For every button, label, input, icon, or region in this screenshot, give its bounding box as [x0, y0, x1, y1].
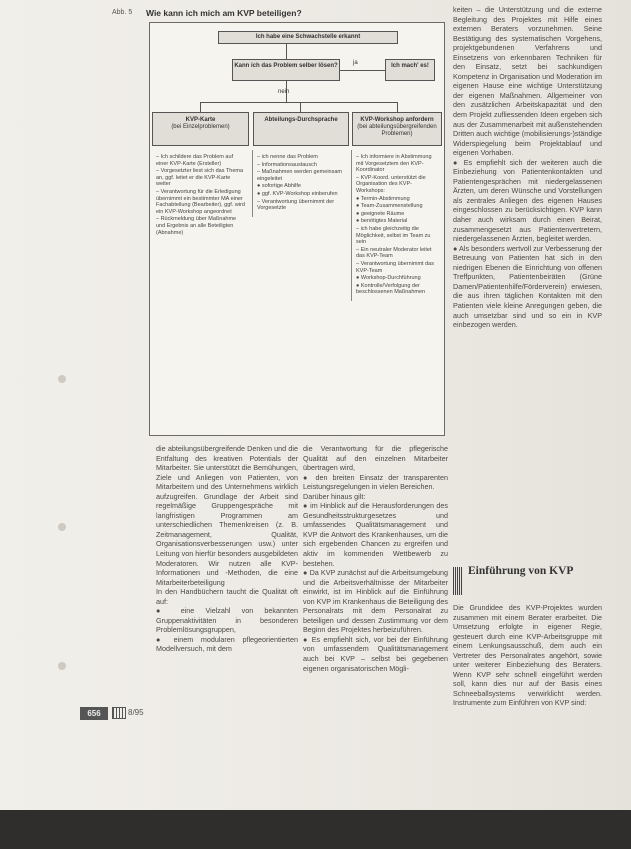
heading-marker-icon [453, 567, 463, 595]
column-item: – Verantwortung übernimmt das KVP-Team [356, 260, 434, 274]
body-column-1 [156, 444, 298, 654]
body-column-3 [453, 5, 602, 330]
connector-line [286, 44, 287, 59]
column-head-abteilungs-durchsprache [253, 112, 349, 146]
flow-yes-result-box: Ich mach' es! [385, 59, 435, 81]
column-item: ● Workshop-Durchführung [356, 275, 421, 282]
column-item: ● Termin-Abstimmung [356, 195, 410, 202]
column-head-kvp-karte [152, 112, 249, 146]
paragraph: ● Es empfiehlt sich der weiteren auch die Einbeziehung von Patientenkontakten und Patientengesprächen mit niedergelassenen Ärzten, um deren Wünsche und Vorstellungen als zentrales Anliegen des eigenen Hauses eingeschlossen zu berücksichtigen. KVP kann daher auch wirksam durch einen Beirat, zusammengesetzt aus Patientenvertretern, niedergelassenen Ärzten, begleitet werden. [453, 157, 602, 244]
no-label: nein [278, 89, 290, 95]
column-body-kvp-karte [152, 150, 249, 241]
column-item: – ich habe gleichzeitig die Möglichkeit, selbst im Team zu sein [356, 225, 431, 246]
paragraph: ● einem modularen pflegeorientierten Modellversuch, mit dem [156, 634, 298, 654]
column-item: ● geeignete Räume [356, 210, 405, 217]
column-subtitle: (bei abteilungsübergreifenden Problemen) [357, 124, 437, 137]
column-item: – Verantwortung für die Erledigung übernimmt ein bestimmter MA einer Fachabteilung (Bearbeiter), ggf. wird ein KVP-Workshop angeordnet [156, 188, 245, 215]
paragraph: die abteilungsübergreifende Denken und die Entfaltung des kreativen Potentials der Mitarbeiter. Sie unterstützt die Bemühungen, Ziele und Anliegen von Patienten, von Mitarbeitern und des Unternehmens wirklich aufzugreifen. Grundlage der Arbeit sind regelmäßige Gruppengespräche mit langfristigen Programmen am unterschiedlichen Themenkreisen (z. B. Zeitmanagement, Qualität, Organisationsverbesserungen usw.) unter Leitung von hierfür besonders ausgebildeten Moderatoren. Wir nutzen alle KVP-Informationen und -Methoden, die eine Mitarbeiterbeteiligung [156, 444, 298, 587]
scan-dark-edge [0, 810, 631, 849]
column-body-abteilungs-durchsprache [252, 150, 349, 217]
connector-line [200, 102, 201, 112]
column-item: – Verantwortung übernimmt der Vorgesetzte [257, 198, 335, 212]
flow-decision-box: Kann ich das Problem selber lösen? [232, 59, 340, 81]
column-head-kvp-workshop [352, 112, 442, 146]
column-item: – Ich schildere das Problem auf einer KVP-Karte (Ersteller) [156, 154, 234, 167]
binder-hole-mark [58, 523, 66, 531]
column-item: – KVP-Koord. unterstützt die Organisation des KVP-Workshops: [356, 174, 426, 194]
paragraph: die Verantwortung für die pflegerische Qualität auf den einzelnen Mitarbeiter übertragen wird, [303, 444, 448, 473]
paragraph: ● Es empfiehlt sich, vor bei der Einführung von umfassendem Qualitätsmanagement auch bei KVP – selbst bei gegebenen eigenen organisatorischen Mögli- [303, 634, 448, 673]
column-title: KVP-Karte [185, 117, 216, 123]
flow-start-box: Ich habe eine Schwachstelle erkannt [218, 31, 398, 44]
column-item: – Vorgesetzter liest sich das Thema an, ggf. leitet er die KVP-Karte weiter [156, 168, 244, 188]
connector-line [397, 102, 398, 112]
body-column-3-continued [453, 603, 602, 708]
figure-label: Abb. 5 [112, 9, 133, 16]
paragraph: ● eine Vielzahl von bekannten Gruppenaktivitäten in besonderen Problemlösungsgruppen, [156, 606, 298, 635]
column-item: ● Team-Zusammenstellung [356, 203, 423, 210]
connector-line [300, 102, 301, 112]
column-title: Abteilungs-Durchsprache [264, 117, 338, 123]
connector-line [340, 70, 385, 71]
column-item: – Informationsaustausch [257, 161, 317, 168]
binder-hole-mark [58, 662, 66, 670]
yes-label: ja [353, 60, 358, 66]
column-item: ● sofortige Abhilfe [257, 183, 301, 190]
body-column-2 [303, 444, 448, 673]
column-item: – Rückmeldung über Maßnahme und Ergebnis an alle Beteiligten (Abnahme) [156, 216, 237, 236]
paragraph: In den Handbüchern taucht die Qualität oft auf: [156, 587, 298, 606]
section-title: Einführung von KVP [468, 565, 574, 577]
column-item: ● Kontrolle/Verfolgung der beschlossenen Maßnahmen [356, 282, 426, 296]
paragraph: ● im Hinblick auf die Herausforderungen des Gesundheitsstrukturgesetzes und umfassendes Qualitätsmanagement und KVP die Antwort des Krankenhauses, um die sich ergebenden Chancen zu ergreifen und aktiv im kommenden Wettbewerb zu bestehen. [303, 501, 448, 568]
paragraph: ● Als besonders wertvoll zur Verbesserung der Betreuung von Patienten hat sich in den niedrigen Ebenen die Einrichtung von offenen Treffpunkten, Patientenbeiräten (Grüne Damen/Patientenhilfe/Förderverein) erwiesen, die aus ihren täglichen Kontakten mit den Patienten viele kleine Anregungen geben, die auch umsetzbar sind und so ein in KVP einbezogen werden. [453, 243, 602, 330]
column-item: – Ein neutraler Moderator leitet das KVP-Team [356, 246, 432, 260]
binder-hole-mark [58, 375, 66, 383]
connector-line [200, 102, 398, 103]
column-title: KVP-Workshop anfordern [360, 117, 434, 123]
paragraph: Darüber hinaus gilt: [303, 491, 366, 501]
issue-label: 8/95 [128, 708, 144, 717]
paragraph: keiten – die Unterstützung und die externe Begleitung des Projektes mit Hilfe eines externen Beraters vorzunehmen. Seine Bestätigung des systematischen Vorgehens, projektgebundenen Verfahrens und Einsetzens von erkennbaren Techniken für den Einsatz, setzt bei sachkundigen Kompetenz in Organisation und Moderation im eigenen Hause eine wichtige Unterstützung der eigenen Maßnahmen. Allgemeiner von den zusätzlichen Arbeitskapazität und den dem Projekt zufliessenden Ideen ergeben sich aus der Zusammenarbeit mit außenstehenden Dritten auch wichtige (mobilisierungs-)ständige Widerspiegelung beim Projektablauf und eigenen Vorhaben. [453, 5, 603, 158]
paragraph: ● Da KVP zunächst auf die Arbeitsumgebung und die Arbeitsverhältnisse der Mitarbeiter einwirkt, ist im Hinblick auf die Einführung von KVP im Krankenhaus die Beteiligung des Personalrats mit dem Personalrat zu beteiligen und dessen Zustimmung vor dem Beginn des Projektes herbeizuführen. [303, 568, 448, 635]
page-number: 656 [80, 707, 108, 720]
paragraph: Die Grundidee des KVP-Projektes wurden zusammen mit einem Berater erarbeitet. Die Umsetzung erfolgte in eigener Regie, gesteuert durch eine KVP-Arbeitsgruppe mit einem Lenkungsausschuß, dem auch ein Vertreter des Personalrates angehört, sowie unter weiterer Einbeziehung des Beraters. Wenn KVP sehr schnell eingeführt werden soll, kann dies nur auf der Basis eines Schneeballsystems verwirklicht werden. Instrumente zum Einführen von KVP sind: [453, 603, 602, 708]
figure-title: Wie kann ich mich am KVP beteiligen? [146, 8, 302, 18]
paragraph: ● den breiten Einsatz der transparenten Leistungsregelungen in vielen Bereichen. [303, 472, 448, 492]
column-item: – ich nenne das Problem [257, 154, 318, 160]
column-subtitle: (bei Einzelproblemen) [171, 124, 230, 130]
column-item: – Maßnahmen werden gemeinsam eingeleitet [257, 169, 342, 182]
column-body-kvp-workshop [351, 150, 443, 301]
section-heading [453, 565, 602, 601]
column-item: – Ich informiere in Abstimmung mit Vorgesetztem den KVP-Koordinator [356, 154, 432, 174]
column-item: ● ggf. KVP-Workshop einberufen [257, 190, 338, 197]
column-item: ● benötigtes Material [356, 218, 408, 225]
journal-logo-icon [112, 707, 126, 719]
